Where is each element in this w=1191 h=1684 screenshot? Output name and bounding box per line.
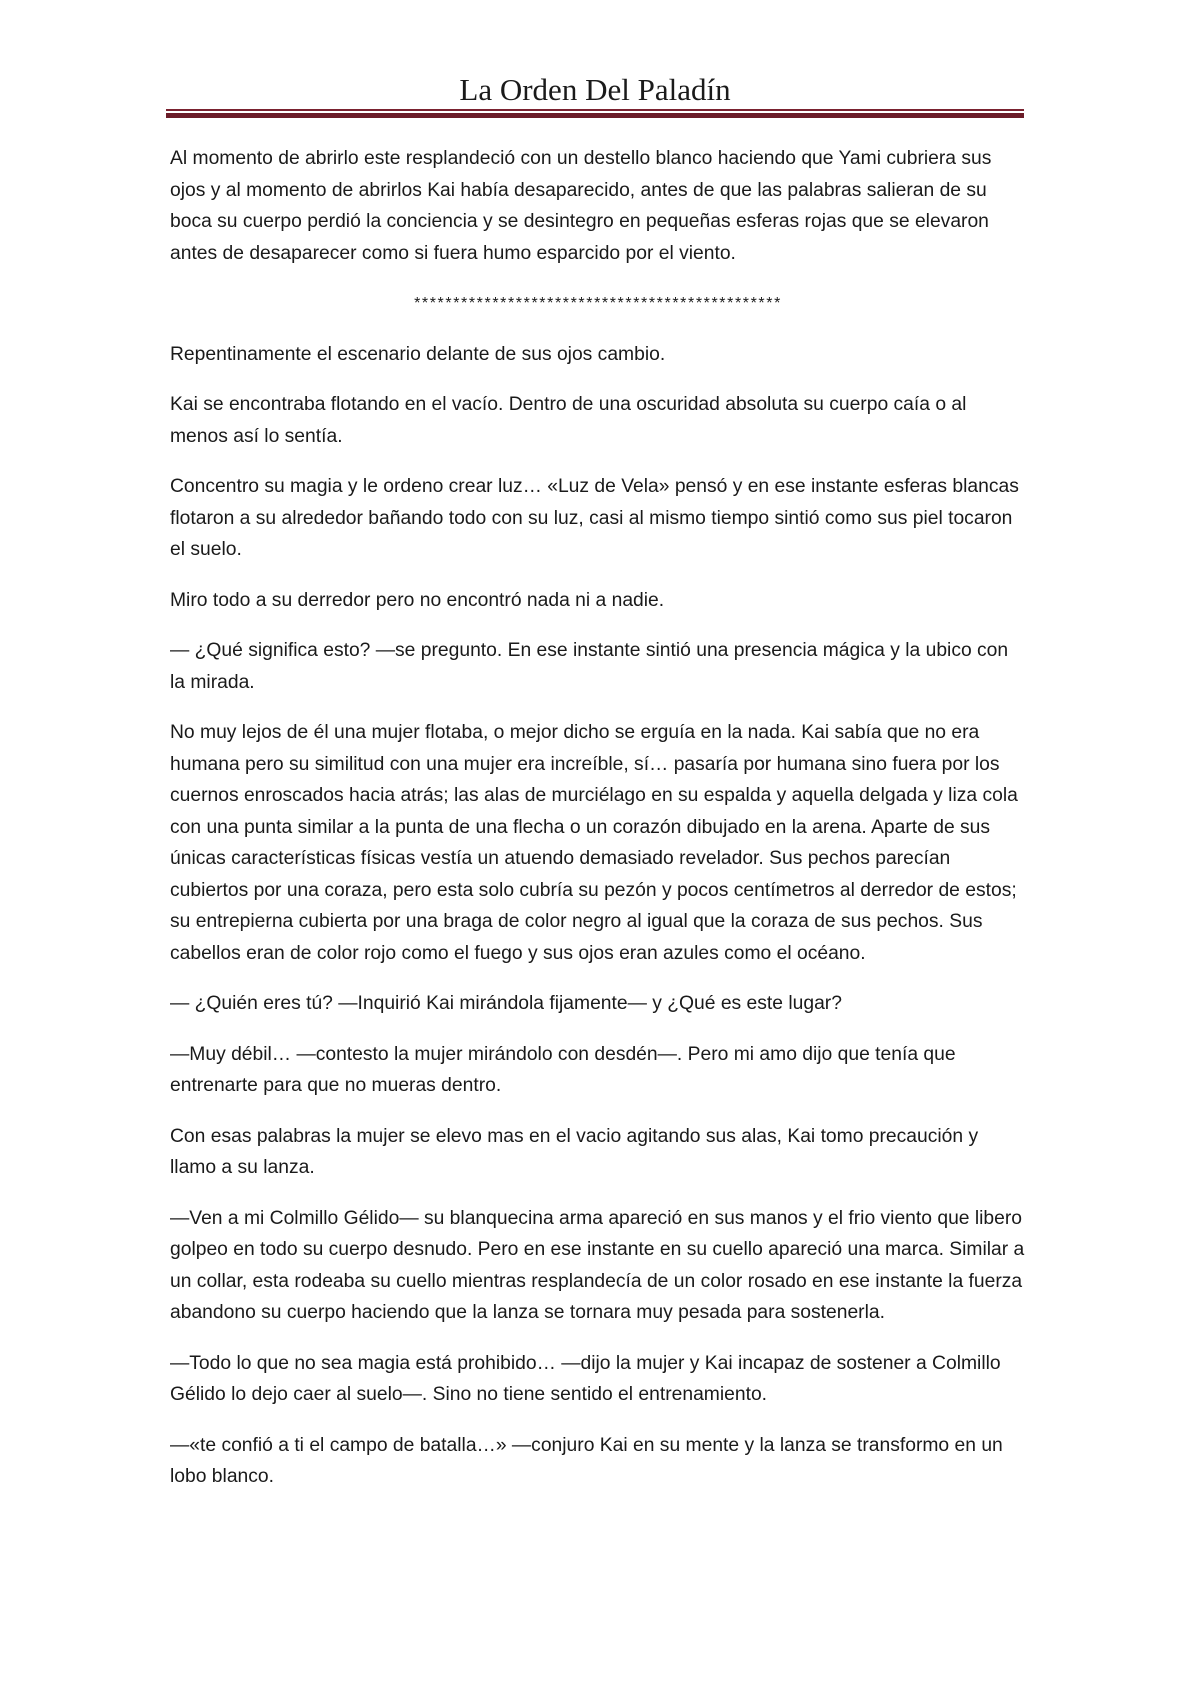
paragraph: Kai se encontraba flotando en el vacío. Dentro de una oscuridad absoluta su cuerpo caía o al menos así lo sentía. [170, 394, 967, 447]
paragraph: — ¿Quién eres tú? —Inquirió Kai mirándola fijamente— y ¿Qué es este lugar? [170, 993, 842, 1014]
paragraph: —Ven a mi Colmillo Gélido— su blanquecina arma apareció en sus manos y el frio viento que libero golpeo en todo su cuerpo desnudo. Pero en ese instante en su cuello apareció una marca. Similar a un collar, esta rodeaba su cuello mientras resplandecía de un color rosado en ese instante la fuerza abandono su cuerpo haciendo que la lanza se tornara muy pesada para sostenerla. [170, 1207, 1025, 1323]
paragraph: —Muy débil… —contesto la mujer mirándolo con desdén—. Pero mi amo dijo que tenía que entrenarte para que no mueras dentro. [170, 1043, 956, 1096]
paragraph: Concentro su magia y le ordeno crear luz… «Luz de Vela» pensó y en ese instante esferas blancas flotaron a su alrededor bañando todo con su luz, casi al mismo tiempo sintió como sus piel tocaron el suelo. [170, 476, 1019, 560]
paragraph: —Todo lo que no sea magia está prohibido… —dijo la mujer y Kai incapaz de sostener a Colmillo Gélido lo dejo caer al suelo—. Sino no tiene sentido el entrenamiento. [170, 1352, 1001, 1405]
page-header-title: La Orden Del Paladín [459, 72, 731, 107]
header-rule-thin [166, 109, 1024, 111]
paragraph: —«te confió a ti el campo de batalla…» —conjuro Kai en su mente y la lanza se transformo en un lobo blanco. [170, 1434, 1003, 1487]
paragraph: Con esas palabras la mujer se elevo mas en el vacio agitando sus alas, Kai tomo precaución y llamo a su lanza. [170, 1125, 979, 1178]
paragraph: No muy lejos de él una mujer flotaba, o mejor dicho se erguía en la nada. Kai sabía que no era humana pero su similitud con una mujer era increíble, sí… pasaría por humana sino fuera por los cuernos enroscados hacia atrás; las alas de murciélago en su espalda y aquella delgada y liza cola con una punta similar a la punta de una flecha o un corazón dibujado en la arena. Aparte de sus únicas características físicas vestía un atuendo demasiado revelador. Sus pechos parecían cubiertos por una coraza, pero esta solo cubría su pezón y pocos centímetros al derredor de estos; su entrepierna cubierta por una braga de color negro al igual que la coraza de sus pechos. Sus cabellos eran de color rojo como el fuego y sus ojos eran azules como el océano. [170, 722, 1018, 964]
paragraph: Repentinamente el escenario delante de sus ojos cambio. [170, 343, 666, 365]
paragraph: — ¿Qué significa esto? —se pregunto. En ese instante sintió una presencia mágica y la ubico con la mirada. [170, 640, 1009, 693]
paragraph: Al momento de abrirlo este resplandeció con un destello blanco haciendo que Yami cubriera sus ojos y al momento de abrirlos Kai había desaparecido, antes de que las palabras salieran de su boca su cuerpo perdió la conciencia y se desintegro en pequeñas esferas rojas que se elevaron antes de desaparecer como si fuera humo esparcido por el viento. [170, 148, 992, 264]
section-separator: *********************************************** [414, 295, 782, 312]
paragraph: Miro todo a su derredor pero no encontró nada ni a nadie. [170, 589, 665, 611]
document-body [170, 143, 1026, 1512]
header-rule-thick [166, 113, 1024, 118]
